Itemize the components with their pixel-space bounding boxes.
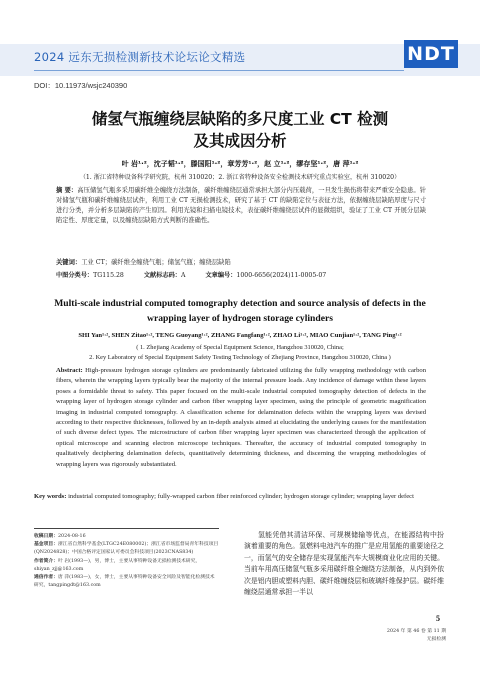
author-label: 作者简介： <box>34 558 58 564</box>
chinese-abstract <box>56 186 426 226</box>
chinese-abstract-text: 高压储氢气瓶多采用碳纤维全缠绕方法制备，碳纤维缠绕层通常承担大部分内压载荷，一旦发生损伤将带来严重安全隐患。针对储氢气瓶和碳纤维缠绕层试件，利用工业 CT 无损检测技术，研究了基于 CT 的缺陷定位与表征方法，依据缠绕层缺陷厚度与尺寸进行分类，并分析多层缺陷的产生原因。利用光镜和扫描电镜技术，表征碳纤维缠绕层试件的显微组织，验证了工业 CT 开展分层缺陷定性、厚度定量，以及缠绕层缺陷方式判断的准确性。 <box>56 187 426 224</box>
issue-info <box>372 628 446 643</box>
corr-value: 唐 萍(1983—)，女，博士，主要从事特种设备安全风险及智能化检测技术研究，tangpingdt@163.com <box>34 575 215 589</box>
english-abstract-label: Abstract: <box>56 367 83 374</box>
journal-header <box>0 0 480 76</box>
article-no-value: 1000-6656(2024)11-0005-07 <box>236 272 327 279</box>
doc-code-field <box>144 270 186 279</box>
footnote-divider <box>34 528 219 529</box>
english-keywords-text: industrial computed tomography; fully-wrapped carbon fiber reinforced cylinder; hydrogen storage cylinder; wrapping layer defect <box>68 493 414 500</box>
english-authors: SHI Yan¹·², SHEN Zitao¹·², TENG Guoyang¹·², ZHANG Fangfang¹·², ZHAO Li¹·², MIAO Cunjian¹·², TANG Ping¹·² <box>78 332 402 339</box>
english-abstract <box>56 366 426 470</box>
footnote-author <box>34 558 219 574</box>
footnote-received <box>34 533 219 541</box>
fund-label: 基金项目： <box>34 542 58 548</box>
received-value: 2024-08-16 <box>58 534 86 539</box>
english-keywords-label: Key words: <box>34 493 67 500</box>
page-number: 5 <box>436 614 440 623</box>
footnote-corresponding <box>34 574 219 590</box>
chinese-keywords <box>56 257 426 266</box>
body-text: 氢能凭借其清洁环保、可规模储输等优点，在能源结构中扮演着重要的角色。氢燃料电池汽车的推广是应用氢能的重要途径之一，而氢气的安全储存是实现氢能汽车大规模商业化应用的关键。当前车用高压储氢气瓶多采用碳纤维全缠绕方法制备，从内到外依次是铝内胆或塑料内胆、碳纤维缠绕层和玻璃纤维保护层。碳纤维缠绕层通常承担一半以 <box>244 531 444 597</box>
article-no-field <box>205 270 326 279</box>
ndt-logo: NDT <box>404 40 458 68</box>
corr-label: 通信作者： <box>34 575 58 581</box>
chinese-title <box>34 108 446 152</box>
english-abstract-text: High-pressure hydrogen storage cylinders are predominantly fabricated utilizing the fully wrapping methodology with carbon fibers, wherein the wrapping layers typically bear the majority of the internal pressure loads. Any incidence of damage within these layers poses a formidable threat to safety. This paper focused on the multi-scale industrial computed tomography detection of defects in the wrapping layer of hydrogen storage cylinder and carbon fiber wrapping layer specimen, using the principle of geometric magnification imaging in industrial computed tomography. A classification scheme for delamination defects within the wrapping layers was devised according to their respective thicknesses, followed by an in-depth analysis aimed at elucidating the underlying causes for the manifestation of such diverse defect types. The microstructure of carbon fiber wrapping layer specimen was characterized through the application of optical microscope and scanning electron microscope techniques. Thereafter, the accuracy of industrial computed tomography in qualitatively deciphering delamination defects, quantitatively determining thickness, and discerning the wrapping methodologies of wrapping layers was rigorously substantiated. <box>56 367 427 468</box>
doc-code-value: A <box>180 272 186 279</box>
journal-name: 无损检测 <box>426 636 446 642</box>
header-divider <box>34 70 404 71</box>
fund-value: 浙江省自然科学基金(LTGC24E080002)；浙江省市场监督局青年科技项目(QN2024828)；中国合格评定国家认可委员会科技项目(2023CNAS834) <box>34 542 219 556</box>
chinese-keywords-text: 工业 CT；碳纤维全缠绕气瓶；储氢气瓶；缠绕层缺陷 <box>81 259 231 266</box>
doi[interactable]: DOI：10.11973/wsjc240390 <box>34 81 128 90</box>
english-affiliation-line1: ( 1. Zhejiang Academy of Special Equipment Science, Hangzhou 310020, China; <box>136 344 344 351</box>
chinese-title-line2: 及其成因分析 <box>193 132 287 150</box>
english-keywords <box>34 492 446 502</box>
clc-label: 中图分类号： <box>56 272 94 279</box>
issue-line: 2024 年 第 46 卷 第 11 期 <box>386 629 446 634</box>
series-title: 2024 远东无损检测新技术论坛论文精选 <box>34 50 246 64</box>
english-title-line2: wrapping layer of hydrogen storage cylinders <box>147 313 333 324</box>
english-title <box>34 296 446 326</box>
clc-value: TG115.28 <box>93 272 124 279</box>
doc-code-label: 文献标志码： <box>143 272 181 279</box>
chinese-keywords-label: 关键词： <box>56 259 82 266</box>
chinese-authors: 叶 岩¹·²，沈子韬¹·²，滕国阳¹·²，章芳芳¹·²，赵 立¹·²，缪存坚¹·²，唐 萍¹·² <box>121 160 359 168</box>
english-title-line1: Multi-scale industrial computed tomography detection and source analysis of defects in the <box>54 298 426 309</box>
classification-row <box>56 270 426 279</box>
clc-field <box>56 270 124 279</box>
english-affiliation <box>34 343 446 362</box>
chinese-affiliation: （1. 浙江省特种设备科学研究院，杭州 310020；2. 浙江省特种设备安全检测技术研究重点实验室，杭州 310020） <box>79 174 401 181</box>
received-label: 收稿日期： <box>34 534 58 539</box>
chinese-title-line1: 储氢气瓶缠绕层缺陷的多尺度工业 CT 检测 <box>91 110 389 128</box>
chinese-abstract-label: 摘 要： <box>56 187 78 194</box>
footnote-fund <box>34 541 219 557</box>
english-affiliation-line2: 2. Key Laboratory of Special Equipment Safety Testing Technology of Zhejiang Province, Hangzhou 310020, China ) <box>89 353 391 361</box>
article-no-label: 文章编号： <box>205 272 237 279</box>
footnotes <box>34 533 219 590</box>
author-value: 叶 岩(1993—)，男，博士，主要从事特种设备无损检测技术研究，shiyan_zjj@163.com <box>34 558 201 572</box>
